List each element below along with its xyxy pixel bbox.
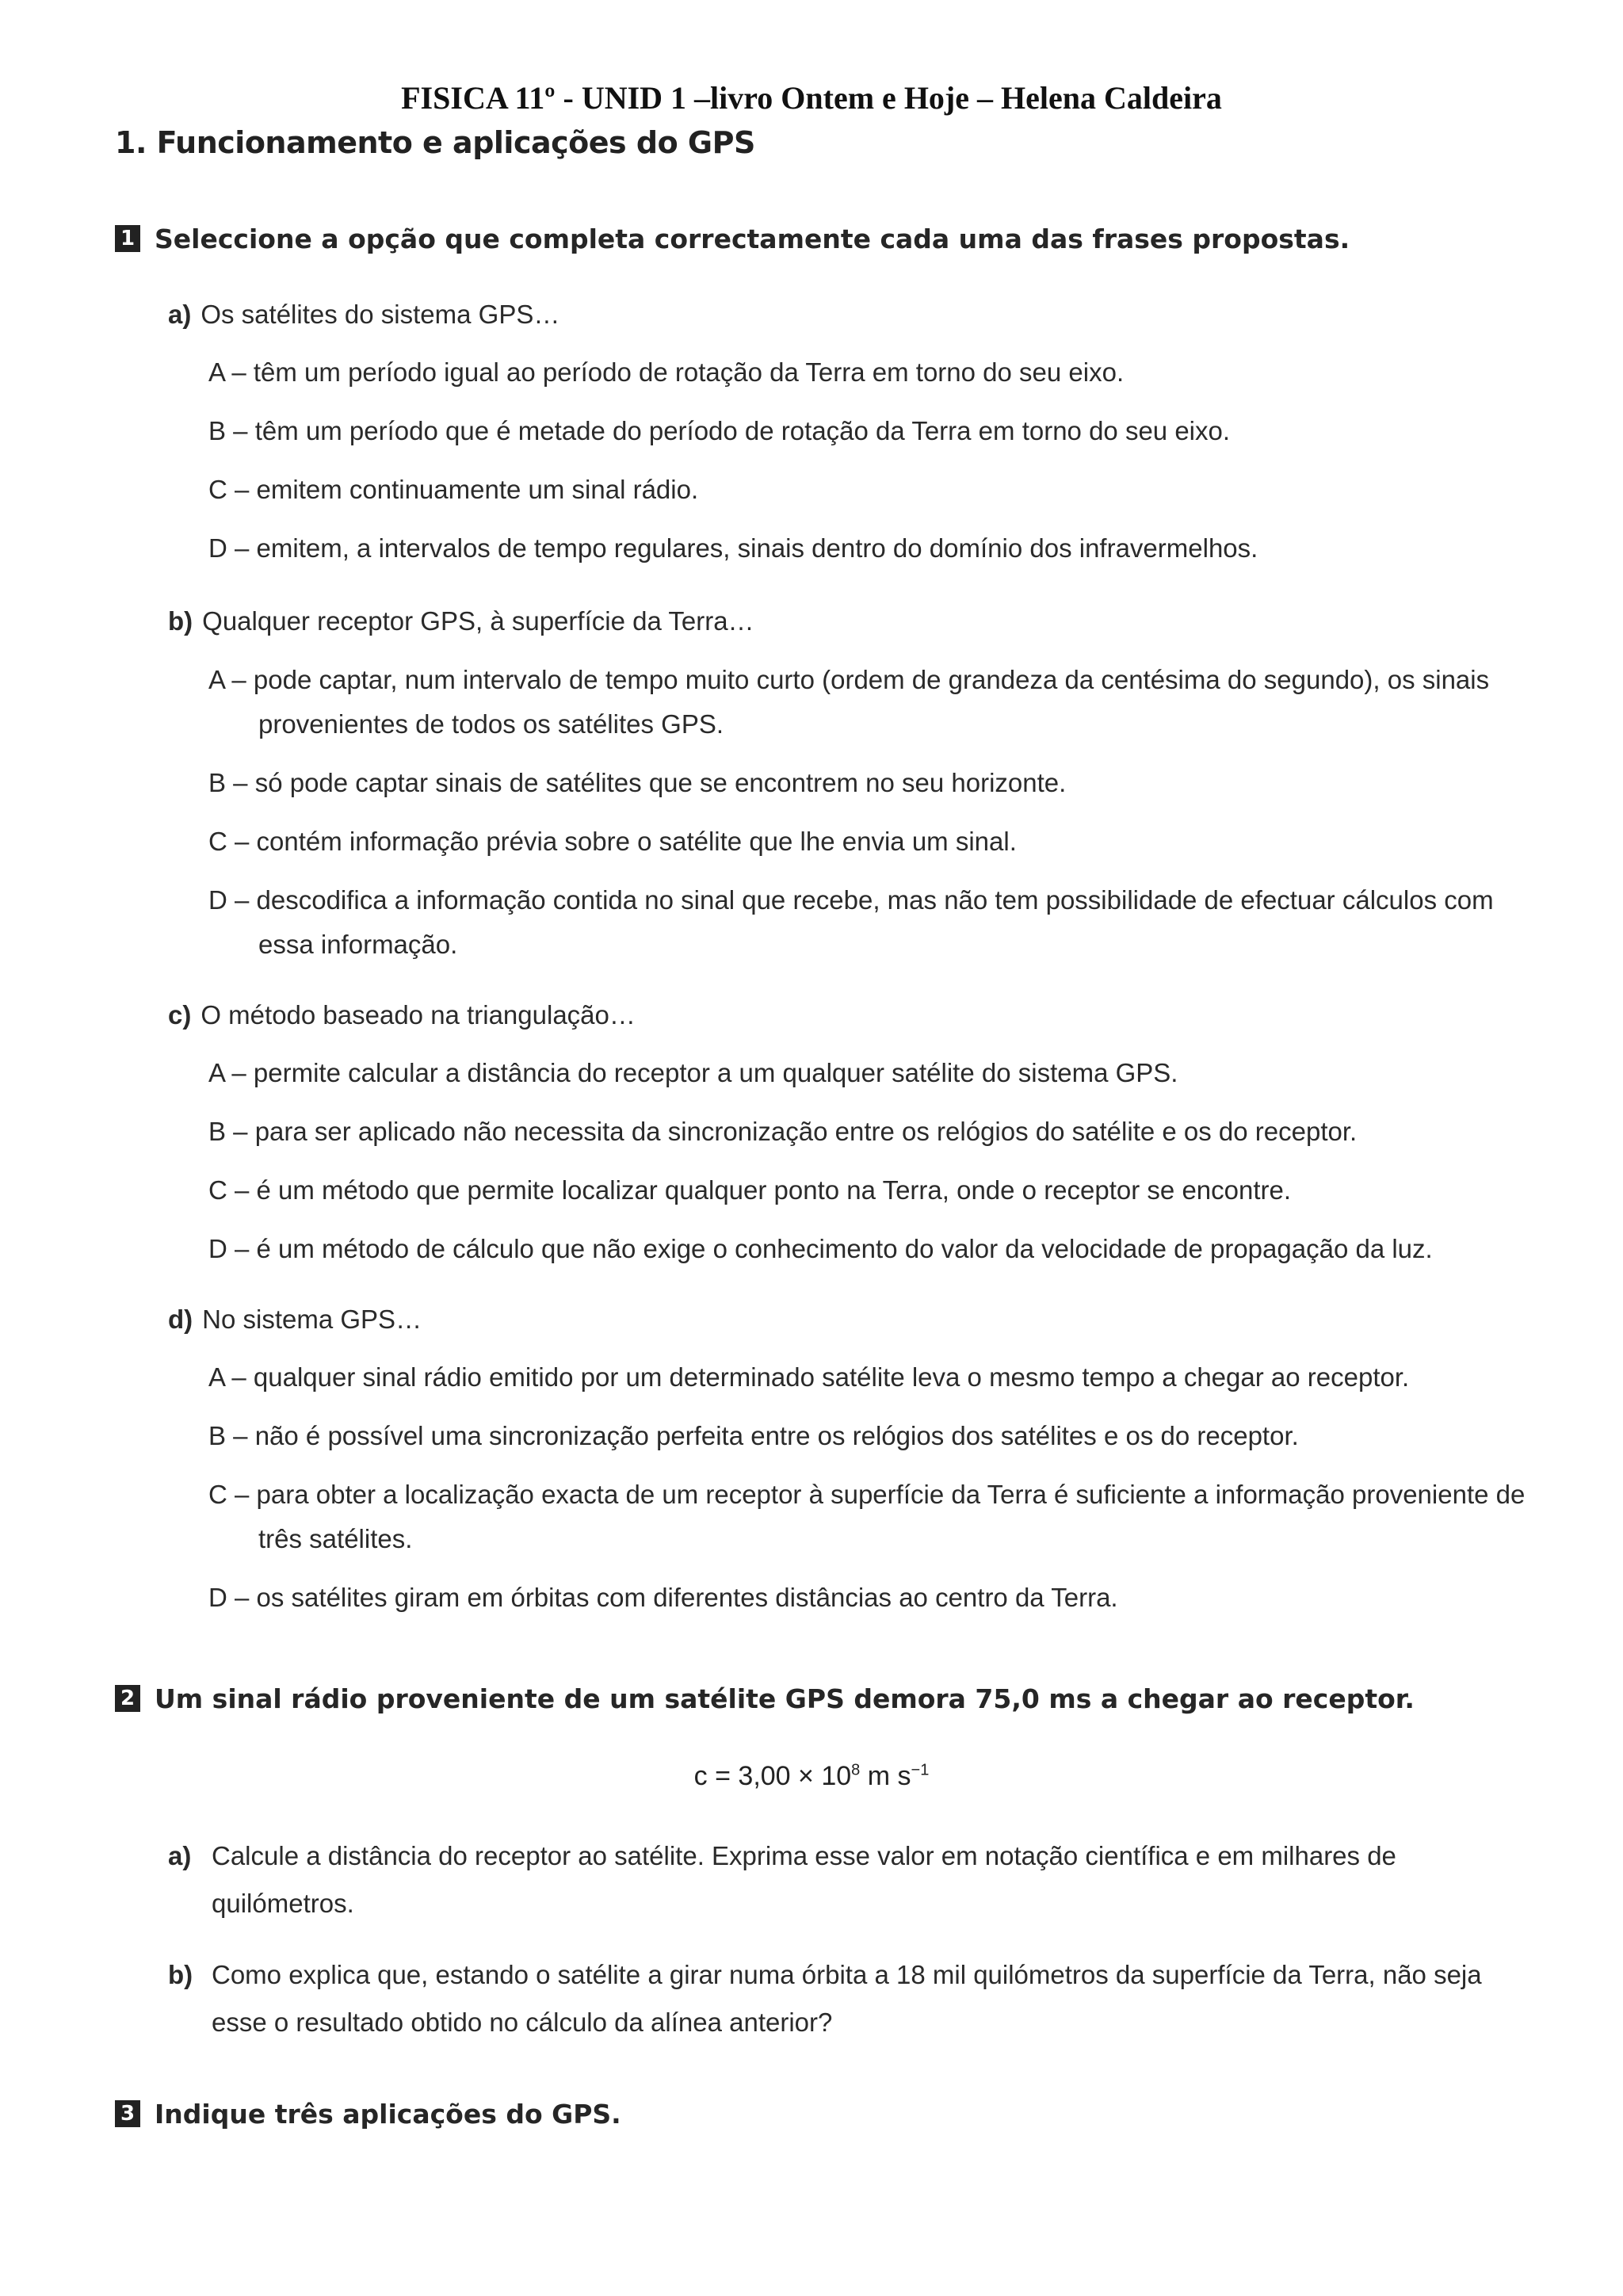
- item-1c-options: [208, 1051, 1528, 1271]
- option-d: D – é um método de cálculo que não exige o conhecimento do valor da velocidade de propagação da luz.: [208, 1234, 1433, 1263]
- formula-unit-exponent: −1: [911, 1761, 930, 1779]
- question-text: Indique três aplicações do GPS.: [155, 2099, 621, 2130]
- item-2b: [168, 1951, 1528, 2046]
- option-a: A – pode captar, num intervalo de tempo muito curto (ordem de grandeza da centésima do segundo), os sinais provenientes de todos os satélites GPS.: [208, 665, 1490, 739]
- question-text: Um sinal rádio proveniente de um satélite GPS demora 75,0 ms a chegar ao receptor.: [155, 1683, 1415, 1714]
- question-1: [115, 223, 1350, 254]
- item-1b-options: [208, 658, 1528, 967]
- item-stem-text: O método baseado na triangulação…: [200, 1000, 636, 1030]
- option-a: A – qualquer sinal rádio emitido por um determinado satélite leva o mesmo tempo a chegar ao receptor.: [208, 1362, 1410, 1392]
- item-label: b): [168, 1960, 193, 1989]
- option-d: D – os satélites giram em órbitas com diferentes distâncias ao centro da Terra.: [208, 1583, 1118, 1612]
- item-stem-text: Os satélites do sistema GPS…: [200, 300, 560, 329]
- item-text: Como explica que, estando o satélite a girar numa órbita a 18 mil quilómetros da superfície da Terra, não seja esse o resultado obtido no cálculo da alínea anterior?: [212, 1960, 1482, 2037]
- item-1d-options: [208, 1355, 1528, 1620]
- item-stem-text: Qualquer receptor GPS, à superfície da Terra…: [202, 606, 754, 636]
- option-a: A – têm um período igual ao período de rotação da Terra em torno do seu eixo.: [208, 357, 1125, 387]
- item-1b-stem: [168, 606, 754, 636]
- option-a: A – permite calcular a distância do receptor a um qualquer satélite do sistema GPS.: [208, 1058, 1178, 1087]
- option-b: B – para ser aplicado não necessita da sincronização entre os relógios do satélite e os do receptor.: [208, 1117, 1358, 1146]
- option-c: C – para obter a localização exacta de um receptor à superfície da Terra é suficiente a informação proveniente de três satélites.: [208, 1480, 1526, 1553]
- option-b: B – têm um período que é metade do período de rotação da Terra em torno do seu eixo.: [208, 416, 1231, 445]
- item-label: c): [168, 1000, 192, 1030]
- item-2a: [168, 1832, 1528, 1927]
- item-label: b): [168, 606, 193, 636]
- question-3: [115, 2099, 621, 2130]
- speed-of-light-formula: [0, 1761, 1623, 1792]
- question-text: Seleccione a opção que completa correctamente cada uma das frases propostas.: [155, 223, 1350, 254]
- option-c: C – é um método que permite localizar qualquer ponto na Terra, onde o receptor se encontre.: [208, 1175, 1292, 1205]
- formula-unit: m s: [860, 1761, 911, 1791]
- document-header: FISICA 11º - UNID 1 –livro Ontem e Hoje – Helena Caldeira: [401, 80, 1222, 116]
- option-b: B – não é possível uma sincronização perfeita entre os relógios dos satélites e os do receptor.: [208, 1421, 1299, 1450]
- question-number-badge: 3: [115, 2100, 140, 2127]
- option-d: D – emitem, a intervalos de tempo regulares, sinais dentro do domínio dos infravermelhos.: [208, 533, 1258, 563]
- option-b: B – só pode captar sinais de satélites que se encontrem no seu horizonte.: [208, 768, 1067, 797]
- item-1d-stem: [168, 1305, 422, 1335]
- option-d: D – descodifica a informação contida no sinal que recebe, mas não tem possibilidade de efectuar cálculos com essa informação.: [208, 885, 1494, 959]
- option-c: C – contém informação prévia sobre o satélite que lhe envia um sinal.: [208, 827, 1017, 856]
- formula-exponent: 8: [851, 1761, 861, 1779]
- item-1a-options: [208, 350, 1528, 571]
- item-stem-text: No sistema GPS…: [202, 1305, 422, 1334]
- option-c: C – emitem continuamente um sinal rádio.: [208, 475, 699, 504]
- item-1a-stem: [168, 300, 559, 330]
- item-label: a): [168, 300, 192, 329]
- question-number-badge: 2: [115, 1685, 140, 1712]
- question-number-badge: 1: [115, 225, 140, 252]
- item-text: Calcule a distância do receptor ao satélite. Exprima esse valor em notação científica e em milhares de quilómetros.: [212, 1841, 1396, 1918]
- section-title: 1. Funcionamento e aplicações do GPS: [115, 125, 755, 160]
- item-1c-stem: [168, 1000, 636, 1030]
- formula-lhs: c = 3,00 × 10: [693, 1761, 852, 1791]
- item-label: a): [168, 1841, 192, 1870]
- item-label: d): [168, 1305, 193, 1334]
- question-2: [115, 1683, 1415, 1714]
